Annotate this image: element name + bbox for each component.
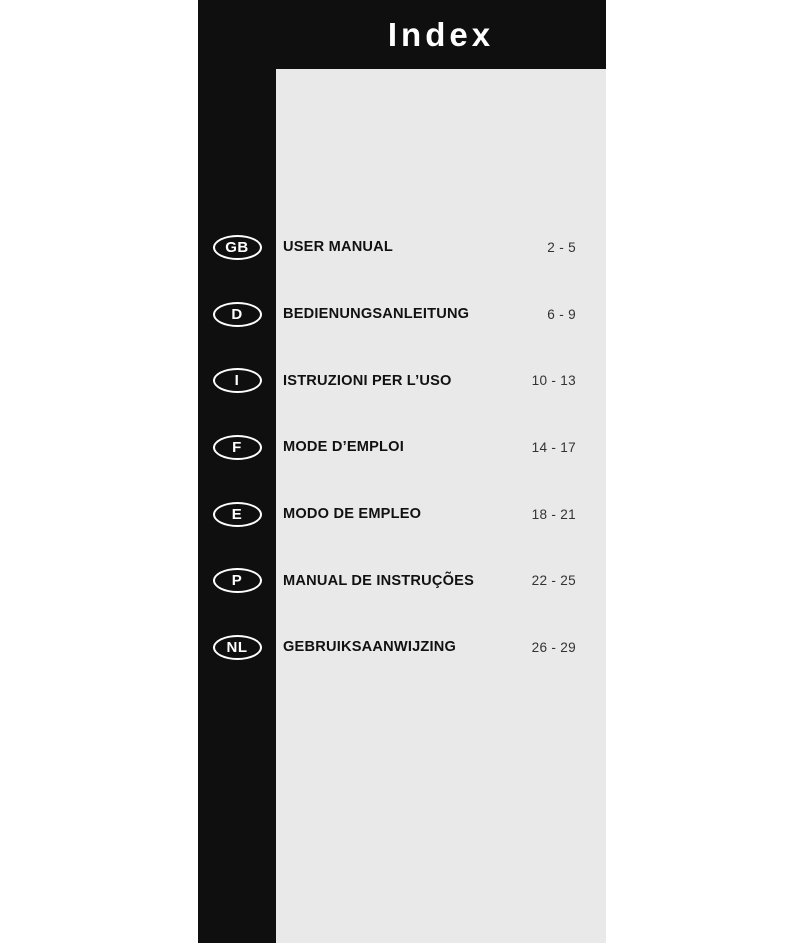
list-item[interactable] xyxy=(198,614,606,681)
index-entry-label: BEDIENUNGSANLEITUNG xyxy=(283,306,470,323)
index-entry-pages: 18 - 21 xyxy=(531,506,576,522)
index-entry-pages: 2 - 5 xyxy=(547,239,576,255)
language-badge-cell xyxy=(198,414,276,481)
list-item[interactable] xyxy=(198,281,606,348)
page-title: Index xyxy=(387,15,495,53)
language-badge-gb: GB xyxy=(213,235,262,260)
language-badge-d: D xyxy=(213,302,262,327)
language-badge-p: P xyxy=(213,568,262,593)
language-badge-cell xyxy=(198,547,276,614)
index-entry-label: MODE D’EMPLOI xyxy=(283,439,404,456)
index-entry-pages: 26 - 29 xyxy=(531,639,576,655)
index-entry-pages: 10 - 13 xyxy=(531,373,576,389)
language-badge-cell xyxy=(198,481,276,548)
language-badge-e: E xyxy=(213,502,262,527)
index-entry-label: GEBRUIKSAANWIJZING xyxy=(283,639,457,656)
index-entry-label: MODO DE EMPLEO xyxy=(283,506,422,523)
index-entry-label: MANUAL DE INSTRUÇÕES xyxy=(283,572,475,589)
language-badge-i: I xyxy=(213,368,262,393)
language-badge-cell xyxy=(198,281,276,348)
list-item[interactable] xyxy=(198,547,606,614)
list-item[interactable] xyxy=(198,347,606,414)
index-entry-pages: 22 - 25 xyxy=(531,573,576,589)
language-badge-f: F xyxy=(213,435,262,460)
index-entry-label: ISTRUZIONI PER L’USO xyxy=(283,372,452,389)
list-item[interactable] xyxy=(198,214,606,281)
list-item[interactable] xyxy=(198,414,606,481)
language-badge-cell xyxy=(198,347,276,414)
language-badge-cell xyxy=(198,214,276,281)
list-item[interactable] xyxy=(198,481,606,548)
index-entry-pages: 6 - 9 xyxy=(547,306,576,322)
index-entry-list xyxy=(198,214,606,681)
language-badge-cell xyxy=(198,614,276,681)
index-entry-pages: 14 - 17 xyxy=(531,439,576,455)
index-entry-label: USER MANUAL xyxy=(283,239,394,256)
language-badge-nl: NL xyxy=(213,635,262,660)
